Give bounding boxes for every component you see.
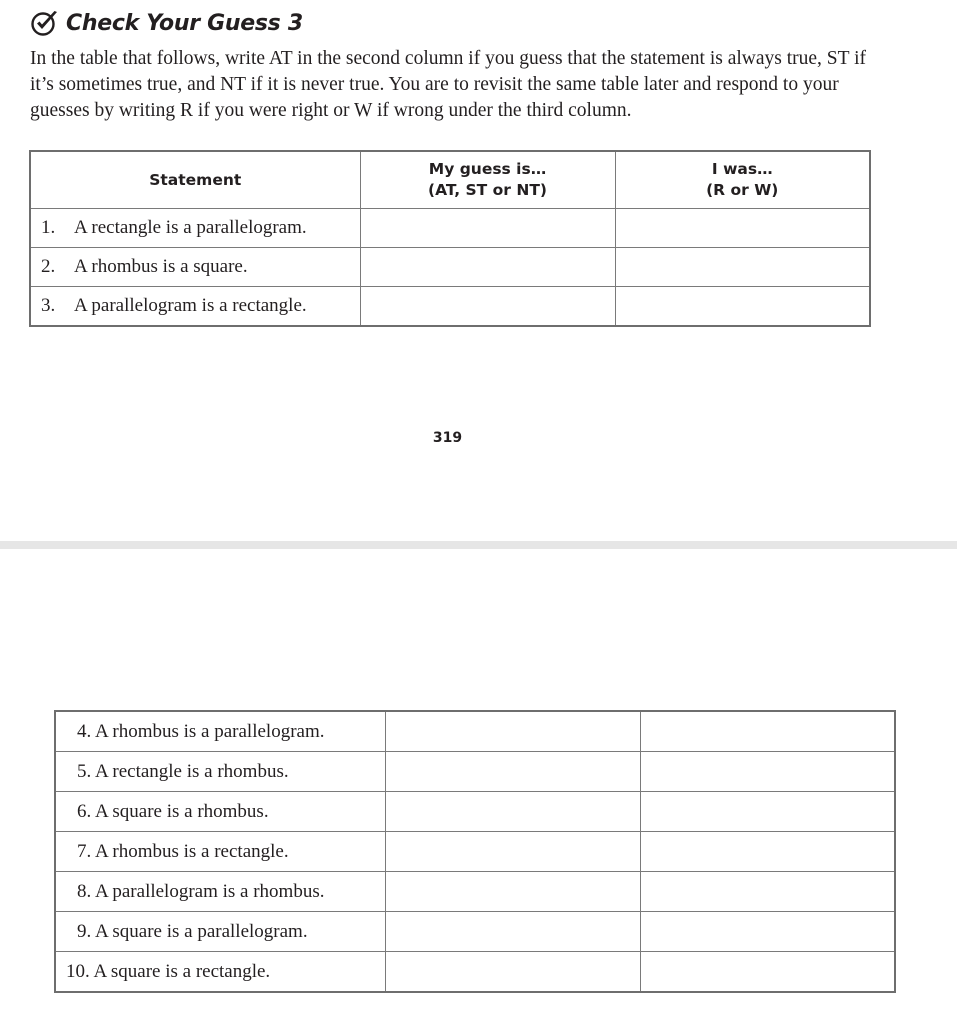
statement-text: A square is a rhombus. xyxy=(94,800,269,822)
page-divider xyxy=(0,541,957,549)
guess-cell[interactable] xyxy=(385,832,640,872)
guess-table-bottom xyxy=(54,710,896,993)
statement-number: 3. xyxy=(41,295,56,316)
result-cell[interactable] xyxy=(640,711,895,752)
statement-number: 2. xyxy=(41,256,56,277)
guess-cell[interactable] xyxy=(360,248,615,287)
header-result xyxy=(615,151,870,209)
table-row xyxy=(55,952,895,993)
check-circle-icon xyxy=(30,8,60,38)
statement-cell xyxy=(55,832,385,872)
table-row xyxy=(55,872,895,912)
statement-number: 7. xyxy=(77,840,92,862)
header-statement: Statement xyxy=(30,151,360,209)
result-cell[interactable] xyxy=(615,287,870,327)
header-guess-line1: My guess is… xyxy=(428,160,547,178)
result-cell[interactable] xyxy=(640,792,895,832)
guess-cell[interactable] xyxy=(385,711,640,752)
section-heading xyxy=(30,6,303,40)
header-result-line2: (R or W) xyxy=(706,181,779,199)
statement-number: 9. xyxy=(77,920,92,942)
statement-number: 10. xyxy=(66,960,90,982)
result-cell[interactable] xyxy=(640,752,895,792)
table-row xyxy=(55,752,895,792)
statement-text: A rhombus is a rectangle. xyxy=(94,840,289,862)
header-guess xyxy=(360,151,615,209)
statement-cell xyxy=(55,952,385,993)
statement-text: A parallelogram is a rectangle. xyxy=(74,295,307,316)
statement-number: 6. xyxy=(77,800,92,822)
statement-cell xyxy=(55,912,385,952)
statement-number: 1. xyxy=(41,217,56,238)
statement-number: 8. xyxy=(77,880,92,902)
instructions: In the table that follows, write AT in the second column if you guess that the statement is always true, ST if it’s sometimes true, and NT if it is never true. You are to revisit the same table later and respond to your guesses by writing R if you were right or W if wrong under the third column. xyxy=(30,48,866,121)
statement-number: 5. xyxy=(77,760,92,782)
table-row xyxy=(55,711,895,752)
statement-cell xyxy=(30,209,360,248)
guess-cell[interactable] xyxy=(360,209,615,248)
guess-table-top xyxy=(29,150,871,327)
guess-cell[interactable] xyxy=(385,952,640,993)
table-row xyxy=(55,912,895,952)
statement-text: A parallelogram is a rhombus. xyxy=(94,880,325,902)
guess-cell[interactable] xyxy=(385,912,640,952)
guess-cell[interactable] xyxy=(385,752,640,792)
statement-text: A rhombus is a square. xyxy=(74,256,248,277)
statement-text: A rectangle is a parallelogram. xyxy=(74,217,307,238)
statement-text: A rhombus is a parallelogram. xyxy=(94,720,325,742)
result-cell[interactable] xyxy=(615,209,870,248)
statement-cell xyxy=(55,792,385,832)
statement-cell xyxy=(30,287,360,327)
header-guess-line2: (AT, ST or NT) xyxy=(428,181,547,199)
statement-cell xyxy=(55,872,385,912)
table-row xyxy=(30,248,870,287)
result-cell[interactable] xyxy=(640,912,895,952)
heading-title: Check Your Guess 3 xyxy=(66,10,303,36)
result-cell[interactable] xyxy=(640,872,895,912)
table-row xyxy=(30,287,870,327)
statement-text: A square is a rectangle. xyxy=(93,960,271,982)
statement-cell xyxy=(30,248,360,287)
table-row xyxy=(55,792,895,832)
statement-cell xyxy=(55,752,385,792)
header-result-line1: I was… xyxy=(711,160,773,178)
table-row xyxy=(30,209,870,248)
statement-number: 4. xyxy=(77,720,92,742)
page-number: 319 xyxy=(432,430,463,446)
statement-cell xyxy=(55,711,385,752)
result-cell[interactable] xyxy=(640,952,895,993)
result-cell[interactable] xyxy=(615,248,870,287)
statement-text: A square is a parallelogram. xyxy=(94,920,308,942)
guess-cell[interactable] xyxy=(360,287,615,327)
table-header-row xyxy=(30,151,870,209)
result-cell[interactable] xyxy=(640,832,895,872)
statement-text: A rectangle is a rhombus. xyxy=(94,760,289,782)
guess-cell[interactable] xyxy=(385,792,640,832)
guess-cell[interactable] xyxy=(385,872,640,912)
table-row xyxy=(55,832,895,872)
